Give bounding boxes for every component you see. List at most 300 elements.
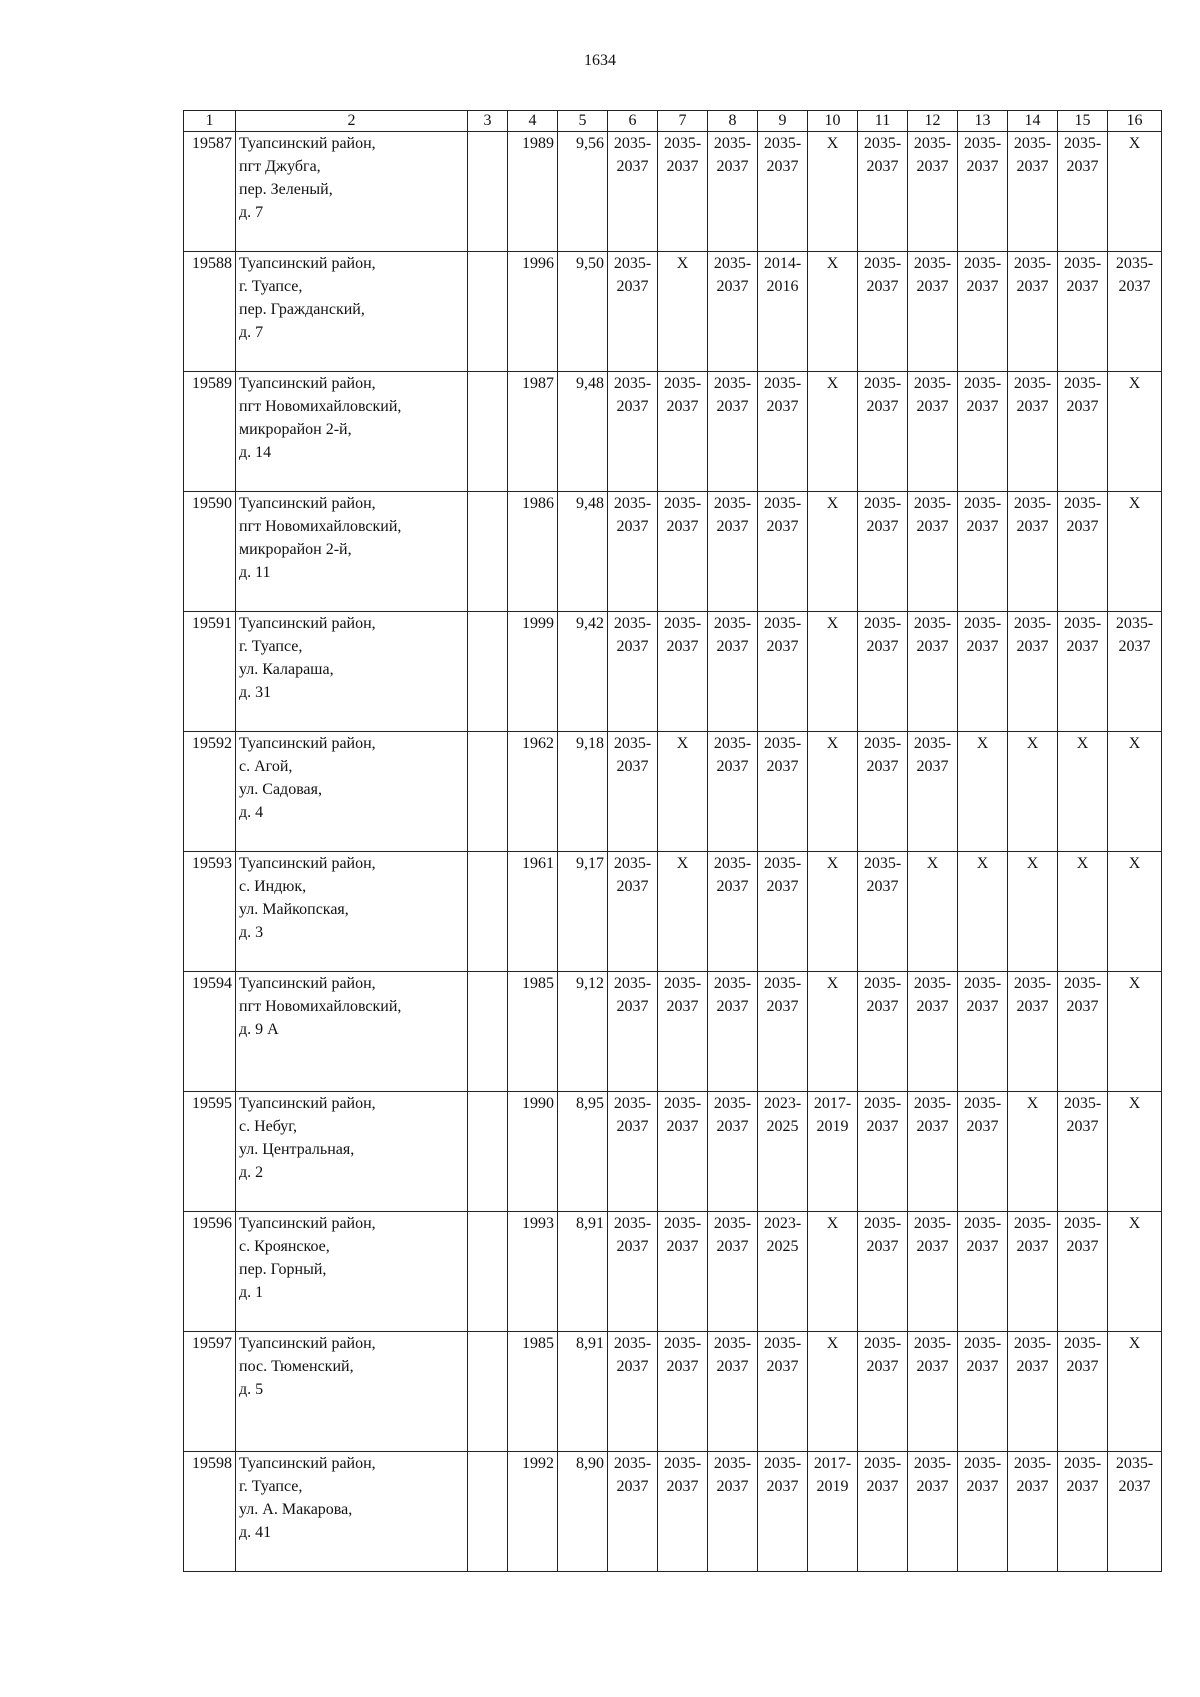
period-cell-col-9: [758, 132, 808, 252]
period-cell-col-13: [958, 252, 1008, 372]
year-cell: 1985: [508, 972, 558, 1092]
address-line: д. 7: [239, 324, 264, 341]
period-value: 2035- 2037: [1063, 375, 1102, 415]
period-value: X: [676, 735, 689, 752]
column-header-10: 10: [808, 111, 858, 132]
period-value: 2035- 2037: [863, 1215, 902, 1255]
column-3-cell: [468, 972, 508, 1092]
period-value: 2035- 2037: [913, 1335, 952, 1375]
address-line: с. Кроянское,: [239, 1238, 330, 1255]
period-cell-col-16: [1108, 492, 1162, 612]
period-cell-col-7: [658, 492, 708, 612]
period-value: 2035- 2037: [613, 135, 652, 175]
period-value: X: [1128, 975, 1141, 992]
row-number: 19597: [184, 1332, 236, 1452]
period-value: X: [1026, 1095, 1039, 1112]
period-cell-col-8: [708, 1452, 758, 1572]
period-cell-col-11: [858, 372, 908, 492]
row-number: 19588: [184, 252, 236, 372]
address-line: пгт Джубга,: [239, 158, 321, 175]
period-cell-col-12: [908, 612, 958, 732]
period-value: 2035- 2037: [963, 135, 1002, 175]
address-line: микрорайон 2-й,: [239, 421, 352, 438]
period-value: 2035- 2037: [763, 855, 802, 895]
period-value: 2035- 2037: [1063, 975, 1102, 1015]
period-value: 2035- 2037: [763, 135, 802, 175]
period-value: 2035- 2037: [663, 975, 702, 1015]
period-value: 2035- 2037: [863, 1335, 902, 1375]
table-row: [184, 1332, 1162, 1452]
column-header-16: 16: [1108, 111, 1162, 132]
period-cell-col-16: [1108, 972, 1162, 1092]
address-line: Туапсинский район,: [239, 1215, 376, 1232]
period-cell-col-14: [1008, 492, 1058, 612]
period-cell-col-10: [808, 852, 858, 972]
column-header-9: 9: [758, 111, 808, 132]
period-value: 2035- 2037: [663, 1335, 702, 1375]
period-cell-col-16: [1108, 372, 1162, 492]
period-cell-col-8: [708, 612, 758, 732]
period-value: 2035- 2037: [763, 615, 802, 655]
year-cell: 1999: [508, 612, 558, 732]
address-line: Туапсинский район,: [239, 1455, 376, 1472]
address-line: Туапсинский район,: [239, 375, 376, 392]
period-cell-col-14: [1008, 372, 1058, 492]
period-cell-col-16: [1108, 1212, 1162, 1332]
period-cell-col-11: [858, 1092, 908, 1212]
column-header-13: 13: [958, 111, 1008, 132]
period-cell-col-6: [608, 492, 658, 612]
period-value: 2035- 2037: [763, 975, 802, 1015]
period-cell-col-7: [658, 132, 708, 252]
area-cell: 9,12: [558, 972, 608, 1092]
period-cell-col-12: [908, 492, 958, 612]
address-line: ул. Центральная,: [239, 1141, 355, 1158]
period-cell-col-14: [1008, 972, 1058, 1092]
column-3-cell: [468, 372, 508, 492]
column-3-cell: [468, 1452, 508, 1572]
period-value: X: [1128, 855, 1141, 872]
period-cell-col-7: [658, 612, 708, 732]
address-line: д. 11: [239, 564, 271, 581]
period-cell-col-9: [758, 492, 808, 612]
period-cell-col-7: [658, 852, 708, 972]
period-value: X: [826, 855, 839, 872]
year-cell: 1961: [508, 852, 558, 972]
period-cell-col-10: [808, 1212, 858, 1332]
period-value: X: [1128, 135, 1141, 152]
period-cell-col-15: [1058, 972, 1108, 1092]
period-value: 2035- 2037: [613, 1095, 652, 1135]
row-number: 19591: [184, 612, 236, 732]
header-row: [184, 111, 1162, 132]
address-cell: [236, 732, 468, 852]
period-cell-col-15: [1058, 132, 1108, 252]
period-cell-col-16: [1108, 252, 1162, 372]
period-value: X: [826, 975, 839, 992]
period-cell-col-12: [908, 1092, 958, 1212]
period-value: X: [1026, 735, 1039, 752]
period-value: 2035- 2037: [1063, 135, 1102, 175]
period-cell-col-11: [858, 492, 908, 612]
period-value: X: [826, 495, 839, 512]
address-line: д. 2: [239, 1164, 264, 1181]
period-cell-col-11: [858, 972, 908, 1092]
period-value: 2035- 2037: [913, 1455, 952, 1495]
column-3-cell: [468, 252, 508, 372]
period-value: 2035- 2037: [613, 255, 652, 295]
table-row: [184, 252, 1162, 372]
period-cell-col-9: [758, 612, 808, 732]
period-cell-col-12: [908, 852, 958, 972]
column-3-cell: [468, 1092, 508, 1212]
period-cell-col-16: [1108, 132, 1162, 252]
period-value: 2035- 2037: [863, 375, 902, 415]
table-row: [184, 612, 1162, 732]
period-cell-col-11: [858, 732, 908, 852]
address-line: пгт Новомихайловский,: [239, 518, 402, 535]
period-value: 2035- 2037: [913, 135, 952, 175]
period-cell-col-8: [708, 1092, 758, 1212]
address-line: г. Туапсе,: [239, 1478, 303, 1495]
address-line: Туапсинский район,: [239, 615, 376, 632]
address-cell: [236, 852, 468, 972]
period-value: 2035- 2037: [913, 615, 952, 655]
column-3-cell: [468, 732, 508, 852]
period-cell-col-14: [1008, 1092, 1058, 1212]
column-header-4: 4: [508, 111, 558, 132]
table-row: [184, 972, 1162, 1092]
period-cell-col-10: [808, 732, 858, 852]
period-value: 2035- 2037: [1115, 615, 1154, 655]
period-cell-col-11: [858, 132, 908, 252]
period-value: 2035- 2037: [913, 375, 952, 415]
period-value: 2035- 2037: [863, 735, 902, 775]
period-cell-col-14: [1008, 1332, 1058, 1452]
period-value: 2035- 2037: [1013, 1215, 1052, 1255]
period-value: 2035- 2037: [1115, 1455, 1154, 1495]
period-value: X: [926, 855, 939, 872]
address-line: микрорайон 2-й,: [239, 541, 352, 558]
period-value: 2035- 2037: [913, 1095, 952, 1135]
period-cell-col-7: [658, 1092, 708, 1212]
address-cell: [236, 132, 468, 252]
address-line: д. 14: [239, 444, 272, 461]
period-cell-col-9: [758, 1092, 808, 1212]
period-value: 2035- 2037: [963, 1335, 1002, 1375]
period-value: 2035- 2037: [863, 615, 902, 655]
period-cell-col-6: [608, 1452, 658, 1572]
period-cell-col-7: [658, 1332, 708, 1452]
period-cell-col-7: [658, 1212, 708, 1332]
period-value: X: [1076, 855, 1089, 872]
period-value: 2035- 2037: [1013, 375, 1052, 415]
address-line: пер. Горный,: [239, 1261, 327, 1278]
period-cell-col-6: [608, 612, 658, 732]
period-value: 2035- 2037: [613, 1215, 652, 1255]
period-value: 2035- 2037: [963, 255, 1002, 295]
period-cell-col-15: [1058, 852, 1108, 972]
period-cell-col-16: [1108, 1452, 1162, 1572]
area-cell: 8,90: [558, 1452, 608, 1572]
period-value: X: [1128, 495, 1141, 512]
period-value: 2035- 2037: [763, 495, 802, 535]
period-value: X: [826, 255, 839, 272]
address-line: пер. Гражданский,: [239, 301, 365, 318]
table-header: [184, 111, 1162, 132]
column-3-cell: [468, 132, 508, 252]
table-row: [184, 372, 1162, 492]
period-cell-col-12: [908, 132, 958, 252]
address-line: д. 9 А: [239, 1021, 279, 1038]
row-number: 19594: [184, 972, 236, 1092]
period-cell-col-6: [608, 972, 658, 1092]
address-line: Туапсинский район,: [239, 1095, 376, 1112]
column-header-14: 14: [1008, 111, 1058, 132]
period-cell-col-9: [758, 372, 808, 492]
period-cell-col-15: [1058, 732, 1108, 852]
address-line: ул. Калараша,: [239, 661, 334, 678]
address-line: д. 4: [239, 804, 264, 821]
housing-registry-table: [183, 110, 1162, 1572]
period-value: 2035- 2037: [913, 735, 952, 775]
year-cell: 1985: [508, 1332, 558, 1452]
table-row: [184, 732, 1162, 852]
period-cell-col-14: [1008, 612, 1058, 732]
period-value: X: [826, 1335, 839, 1352]
period-value: X: [976, 735, 989, 752]
column-header-1: 1: [184, 111, 236, 132]
period-cell-col-6: [608, 1212, 658, 1332]
period-value: 2035- 2037: [613, 735, 652, 775]
year-cell: 1987: [508, 372, 558, 492]
area-cell: 8,95: [558, 1092, 608, 1212]
period-value: 2014- 2016: [763, 255, 802, 295]
period-value: X: [1128, 735, 1141, 752]
address-line: Туапсинский район,: [239, 855, 376, 872]
period-value: 2017- 2019: [813, 1095, 852, 1135]
period-value: 2035- 2037: [963, 1455, 1002, 1495]
address-line: ул. Садовая,: [239, 781, 322, 798]
area-cell: 9,17: [558, 852, 608, 972]
period-value: X: [826, 375, 839, 392]
column-header-6: 6: [608, 111, 658, 132]
period-value: 2035- 2037: [863, 1095, 902, 1135]
period-cell-col-14: [1008, 252, 1058, 372]
row-number: 19596: [184, 1212, 236, 1332]
period-cell-col-10: [808, 492, 858, 612]
period-cell-col-16: [1108, 612, 1162, 732]
period-cell-col-16: [1108, 852, 1162, 972]
period-value: 2035- 2037: [913, 975, 952, 1015]
period-value: 2035- 2037: [763, 735, 802, 775]
period-cell-col-15: [1058, 372, 1108, 492]
period-cell-col-7: [658, 372, 708, 492]
period-cell-col-9: [758, 852, 808, 972]
period-value: 2035- 2037: [663, 615, 702, 655]
period-cell-col-9: [758, 732, 808, 852]
table-row: [184, 132, 1162, 252]
period-cell-col-8: [708, 372, 758, 492]
period-cell-col-12: [908, 372, 958, 492]
period-value: 2035- 2037: [713, 1455, 752, 1495]
period-value: 2023- 2025: [763, 1095, 802, 1135]
row-number: 19593: [184, 852, 236, 972]
period-value: 2035- 2037: [713, 1095, 752, 1135]
year-cell: 1962: [508, 732, 558, 852]
address-cell: [236, 612, 468, 732]
period-value: 2035- 2037: [663, 1215, 702, 1255]
address-line: Туапсинский район,: [239, 1335, 376, 1352]
period-cell-col-9: [758, 972, 808, 1092]
table-row: [184, 1212, 1162, 1332]
period-cell-col-16: [1108, 1092, 1162, 1212]
address-line: д. 1: [239, 1284, 264, 1301]
period-cell-col-6: [608, 372, 658, 492]
period-value: 2035- 2037: [663, 1455, 702, 1495]
period-value: 2035- 2037: [913, 255, 952, 295]
year-cell: 1992: [508, 1452, 558, 1572]
area-cell: 8,91: [558, 1332, 608, 1452]
row-number: 19590: [184, 492, 236, 612]
period-cell-col-8: [708, 852, 758, 972]
period-value: 2017- 2019: [813, 1455, 852, 1495]
period-value: 2035- 2037: [863, 1455, 902, 1495]
period-value: 2035- 2037: [713, 735, 752, 775]
column-3-cell: [468, 492, 508, 612]
period-cell-col-11: [858, 1332, 908, 1452]
period-value: 2035- 2037: [763, 375, 802, 415]
period-cell-col-9: [758, 1212, 808, 1332]
period-value: X: [676, 255, 689, 272]
period-value: 2035- 2037: [713, 255, 752, 295]
address-line: с. Агой,: [239, 758, 293, 775]
period-value: 2035- 2037: [713, 135, 752, 175]
period-cell-col-13: [958, 732, 1008, 852]
period-cell-col-11: [858, 1452, 908, 1572]
period-value: 2035- 2037: [613, 1335, 652, 1375]
period-value: 2035- 2037: [613, 375, 652, 415]
period-value: 2035- 2037: [613, 975, 652, 1015]
period-cell-col-11: [858, 612, 908, 732]
period-value: 2035- 2037: [1063, 1215, 1102, 1255]
period-value: X: [1026, 855, 1039, 872]
year-cell: 1986: [508, 492, 558, 612]
address-line: пгт Новомихайловский,: [239, 998, 402, 1015]
row-number: 19598: [184, 1452, 236, 1572]
table-row: [184, 492, 1162, 612]
period-value: 2035- 2037: [613, 615, 652, 655]
period-cell-col-13: [958, 972, 1008, 1092]
period-cell-col-12: [908, 1332, 958, 1452]
period-value: 2035- 2037: [763, 1455, 802, 1495]
address-cell: [236, 1212, 468, 1332]
period-value: X: [676, 855, 689, 872]
column-header-8: 8: [708, 111, 758, 132]
address-cell: [236, 1092, 468, 1212]
period-cell-col-15: [1058, 1092, 1108, 1212]
period-cell-col-8: [708, 1332, 758, 1452]
period-value: 2035- 2037: [663, 1095, 702, 1135]
area-cell: 9,50: [558, 252, 608, 372]
period-cell-col-6: [608, 1092, 658, 1212]
period-cell-col-10: [808, 1332, 858, 1452]
period-cell-col-12: [908, 252, 958, 372]
period-value: 2035- 2037: [963, 1095, 1002, 1135]
period-value: 2035- 2037: [713, 375, 752, 415]
address-line: пер. Зеленый,: [239, 181, 333, 198]
period-value: 2035- 2037: [963, 1215, 1002, 1255]
address-line: д. 5: [239, 1381, 264, 1398]
period-cell-col-9: [758, 1452, 808, 1572]
period-cell-col-12: [908, 732, 958, 852]
period-cell-col-11: [858, 852, 908, 972]
period-value: X: [976, 855, 989, 872]
period-value: 2035- 2037: [1063, 1095, 1102, 1135]
address-line: д. 7: [239, 204, 264, 221]
period-value: 2035- 2037: [613, 495, 652, 535]
period-cell-col-7: [658, 732, 708, 852]
address-line: д. 3: [239, 924, 264, 941]
period-cell-col-13: [958, 852, 1008, 972]
period-value: 2035- 2037: [613, 855, 652, 895]
period-value: X: [826, 615, 839, 632]
row-number: 19587: [184, 132, 236, 252]
period-cell-col-16: [1108, 732, 1162, 852]
column-header-3: 3: [468, 111, 508, 132]
column-header-12: 12: [908, 111, 958, 132]
column-3-cell: [468, 612, 508, 732]
period-value: 2035- 2037: [713, 975, 752, 1015]
address-cell: [236, 252, 468, 372]
period-value: 2035- 2037: [1115, 255, 1154, 295]
period-value: 2035- 2037: [863, 855, 902, 895]
table-row: [184, 1452, 1162, 1572]
period-value: 2035- 2037: [1063, 1335, 1102, 1375]
period-value: 2035- 2037: [1013, 495, 1052, 535]
period-value: 2035- 2037: [963, 615, 1002, 655]
address-line: Туапсинский район,: [239, 135, 376, 152]
year-cell: 1990: [508, 1092, 558, 1212]
period-value: 2035- 2037: [713, 1335, 752, 1375]
period-cell-col-10: [808, 132, 858, 252]
period-cell-col-10: [808, 1452, 858, 1572]
address-cell: [236, 1452, 468, 1572]
address-line: с. Индюк,: [239, 878, 307, 895]
row-number: 19589: [184, 372, 236, 492]
period-value: 2035- 2037: [863, 255, 902, 295]
period-cell-col-10: [808, 1092, 858, 1212]
period-value: X: [1128, 375, 1141, 392]
period-cell-col-8: [708, 732, 758, 852]
period-value: 2035- 2037: [963, 975, 1002, 1015]
area-cell: 9,42: [558, 612, 608, 732]
table-row: [184, 1092, 1162, 1212]
area-cell: 9,56: [558, 132, 608, 252]
period-cell-col-8: [708, 972, 758, 1092]
period-cell-col-15: [1058, 1452, 1108, 1572]
address-line: д. 31: [239, 684, 272, 701]
address-line: Туапсинский район,: [239, 735, 376, 752]
area-cell: 9,18: [558, 732, 608, 852]
period-value: X: [1128, 1095, 1141, 1112]
period-value: 2035- 2037: [763, 1335, 802, 1375]
period-value: 2035- 2037: [913, 495, 952, 535]
address-cell: [236, 492, 468, 612]
column-header-5: 5: [558, 111, 608, 132]
period-cell-col-7: [658, 1452, 708, 1572]
period-cell-col-8: [708, 252, 758, 372]
